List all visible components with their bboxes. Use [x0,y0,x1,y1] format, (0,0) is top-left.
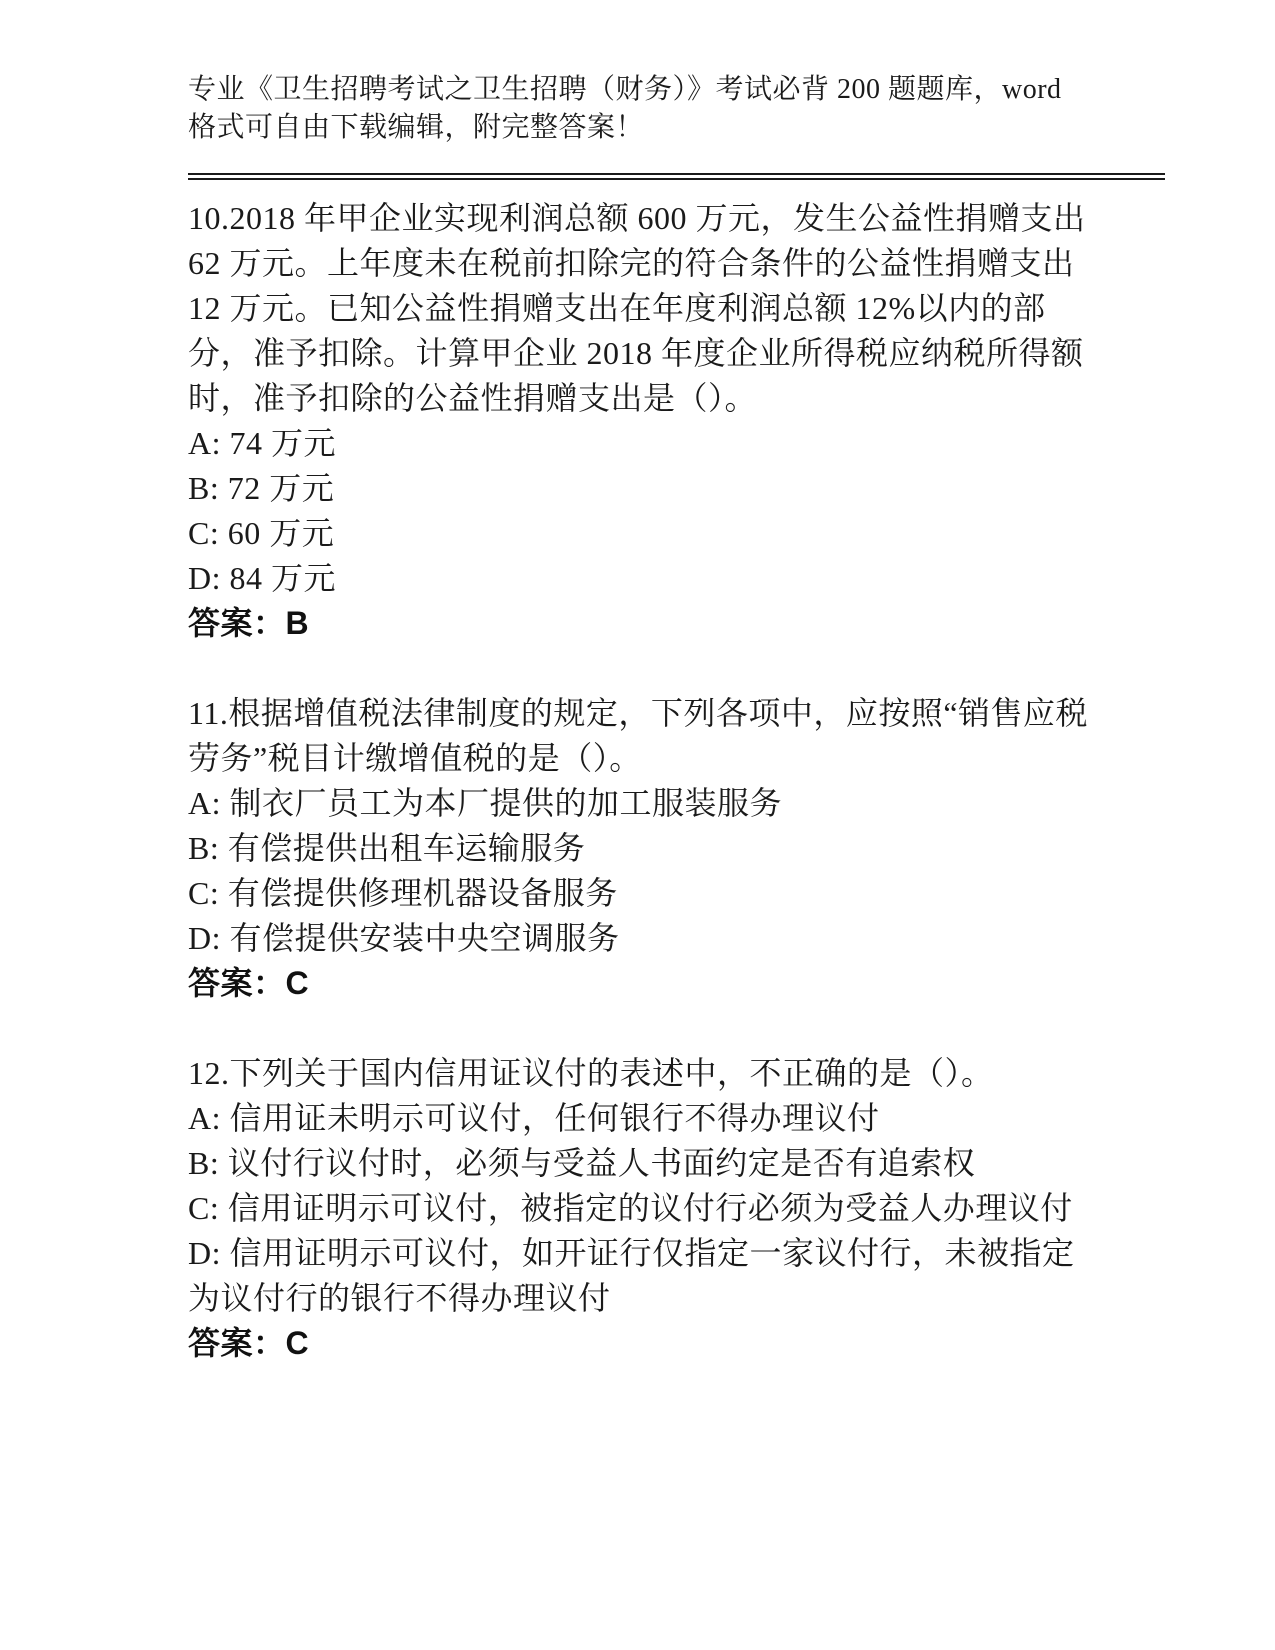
question-option-a: A: 74 万元 [188,425,337,461]
question-block [188,691,1093,1006]
header-title: 专业《卫生招聘考试之卫生招聘（财务）》考试必背 200 题题库，word 格式可自由下载编辑，附完整答案！ [188,74,1062,143]
question-answer: 答案：B [188,605,310,641]
question-answer: 答案：C [188,1325,310,1361]
question-option-b: B: 有偿提供出租车运输服务 [188,830,586,866]
question-option-b: B: 72 万元 [188,470,335,506]
question-stem: 10.2018 年甲企业实现利润总额 600 万元，发生公益性捐赠支出 62 万元。上年度未在税前扣除完的符合条件的公益性捐赠支出 12 万元。已知公益性捐赠支出在年度利润总额 12%以内的部分，准予扣除。计算甲企业 2018 年度企业所得税应纳税所得额时，准予扣除的公益性捐赠支出是（）。 [188,200,1086,416]
question-option-a: A: 制衣厂员工为本厂提供的加工服装服务 [188,785,783,821]
question-stem: 11.根据增值税法律制度的规定，下列各项中，应按照“销售应税劳务”税目计缴增值税的是（）。 [188,695,1089,776]
question-option-d: D: 有偿提供安装中央空调服务 [188,920,620,956]
question-block [188,196,1093,646]
question-option-d: D: 84 万元 [188,560,337,596]
question-block [188,1051,1093,1366]
question-option-c: C: 信用证明示可议付，被指定的议付行必须为受益人办理议付 [188,1190,1073,1226]
question-option-b: B: 议付行议付时，必须与受益人书面约定是否有追索权 [188,1145,976,1181]
question-option-c: C: 有偿提供修理机器设备服务 [188,875,618,911]
question-stem: 12.下列关于国内信用证议付的表述中，不正确的是（）。 [188,1055,994,1091]
question-option-a: A: 信用证未明示可议付，任何银行不得办理议付 [188,1100,880,1136]
page-header [188,71,1165,180]
question-answer: 答案：C [188,965,310,1001]
questions-list [188,196,1093,1366]
question-option-d: D: 信用证明示可议付，如开证行仅指定一家议付行，未被指定为议付行的银行不得办理议付 [188,1235,1075,1316]
question-option-c: C: 60 万元 [188,515,335,551]
